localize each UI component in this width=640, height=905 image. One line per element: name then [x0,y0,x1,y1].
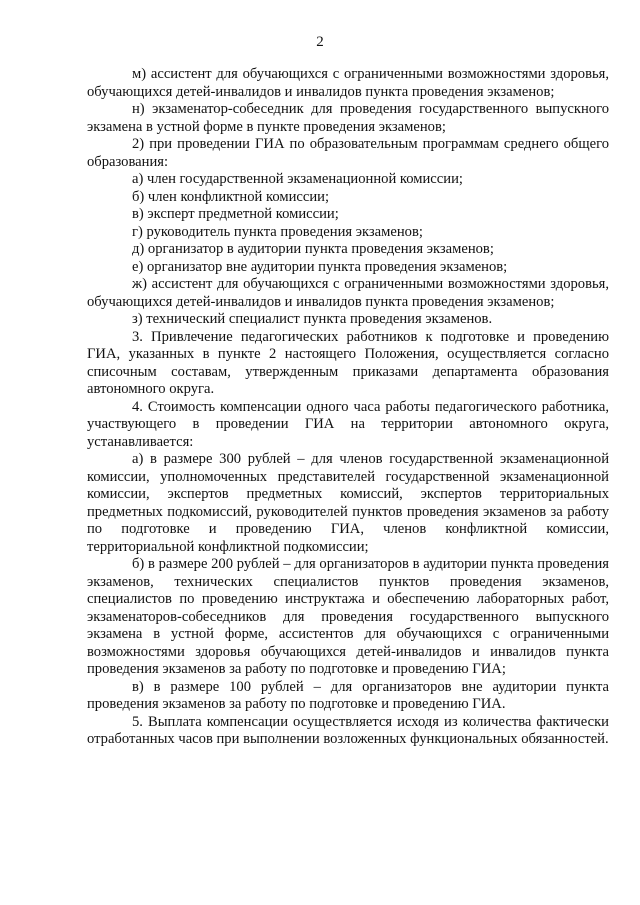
paragraph-n-examiner: н) экзаменатор-собеседник для проведения государственного выпускного экзамена в устной форме в пункте проведения экзаменов; [87,101,609,135]
paragraph-g-head: г) руководитель пункта проведения экзаменов; [132,223,423,240]
paragraph-4a-300: а) в размере 300 рублей – для членов государственной экзаменационной комиссии, уполномоченных представителей государственной экзаменационной комиссии, экспертов предметных комиссий, экспертов территориальных предметных подкомиссий, руководителей пунктов проведения экзаменов за работу по подготовке и проведению ГИА, членов конфликтной комиссии, территориальной конфликтной подкомиссии; [87,451,609,555]
paragraph-b-conflict-member: б) член конфликтной комиссии; [132,188,330,205]
paragraph-zh-assistant: ж) ассистент для обучающихся с ограниченными возможностями здоровья, обучающихся детей-инвалидов и инвалидов пункта проведения экзаменов; [87,276,609,310]
paragraph-d-organizer-in: д) организатор в аудитории пункта проведения экзаменов; [132,241,494,257]
paragraph-4-cost: 4. Стоимость компенсации одного часа работы педагогического работника, участвующего в проведении ГИА на территории автономного округа, устанавливается: [87,398,609,450]
paragraph-m-assistant: м) ассистент для обучающихся с ограниченными возможностями здоровья, обучающихся детей-инвалидов и инвалидов пункта проведения экзаменов; [87,66,609,100]
paragraph-4v-100: в) в размере 100 рублей – для организаторов вне аудитории пункта проведения экзаменов за работу по подготовке и проведению ГИА. [87,678,609,712]
paragraph-a-commission-member: а) член государственной экзаменационной комиссии; [132,171,463,187]
paragraph-e-organizer-out: е) организатор вне аудитории пункта проведения экзаменов; [132,258,508,275]
document-body [87,66,609,749]
paragraph-2-secondary: 2) при проведении ГИА по образовательным программам среднего общего образования: [87,136,609,170]
paragraph-v-expert: в) эксперт предметной комиссии; [132,206,339,222]
paragraph-4b-200: б) в размере 200 рублей – для организаторов в аудитории пункта проведения экзаменов, технических специалистов пунктов проведения экзаменов, специалистов по проведению инструктажа и обеспечению лабораторных работ, экзаменаторов-собеседников для проведения государственного выпускного экзамена в устной форме, ассистентов для обучающихся с ограниченными возможностями здоровья обучающихся детей-инвалидов и инвалидов пункта проведения экзаменов за работу по подготовке и проведению ГИА; [87,556,609,677]
paragraph-3-involvement: 3. Привлечение педагогических работников к подготовке и проведению ГИА, указанных в пункте 2 настоящего Положения, осуществляется согласно списочным составам, утвержденным приказами департамента образования автономного округа. [87,328,609,397]
paragraph-z-tech-specialist: з) технический специалист пункта проведения экзаменов. [132,311,493,327]
page-number: 2 [316,34,324,50]
paragraph-5-payment: 5. Выплата компенсации осуществляется исходя из количества фактически отработанных часов при выполнении возложенных функциональных обязанностей. [87,713,609,747]
